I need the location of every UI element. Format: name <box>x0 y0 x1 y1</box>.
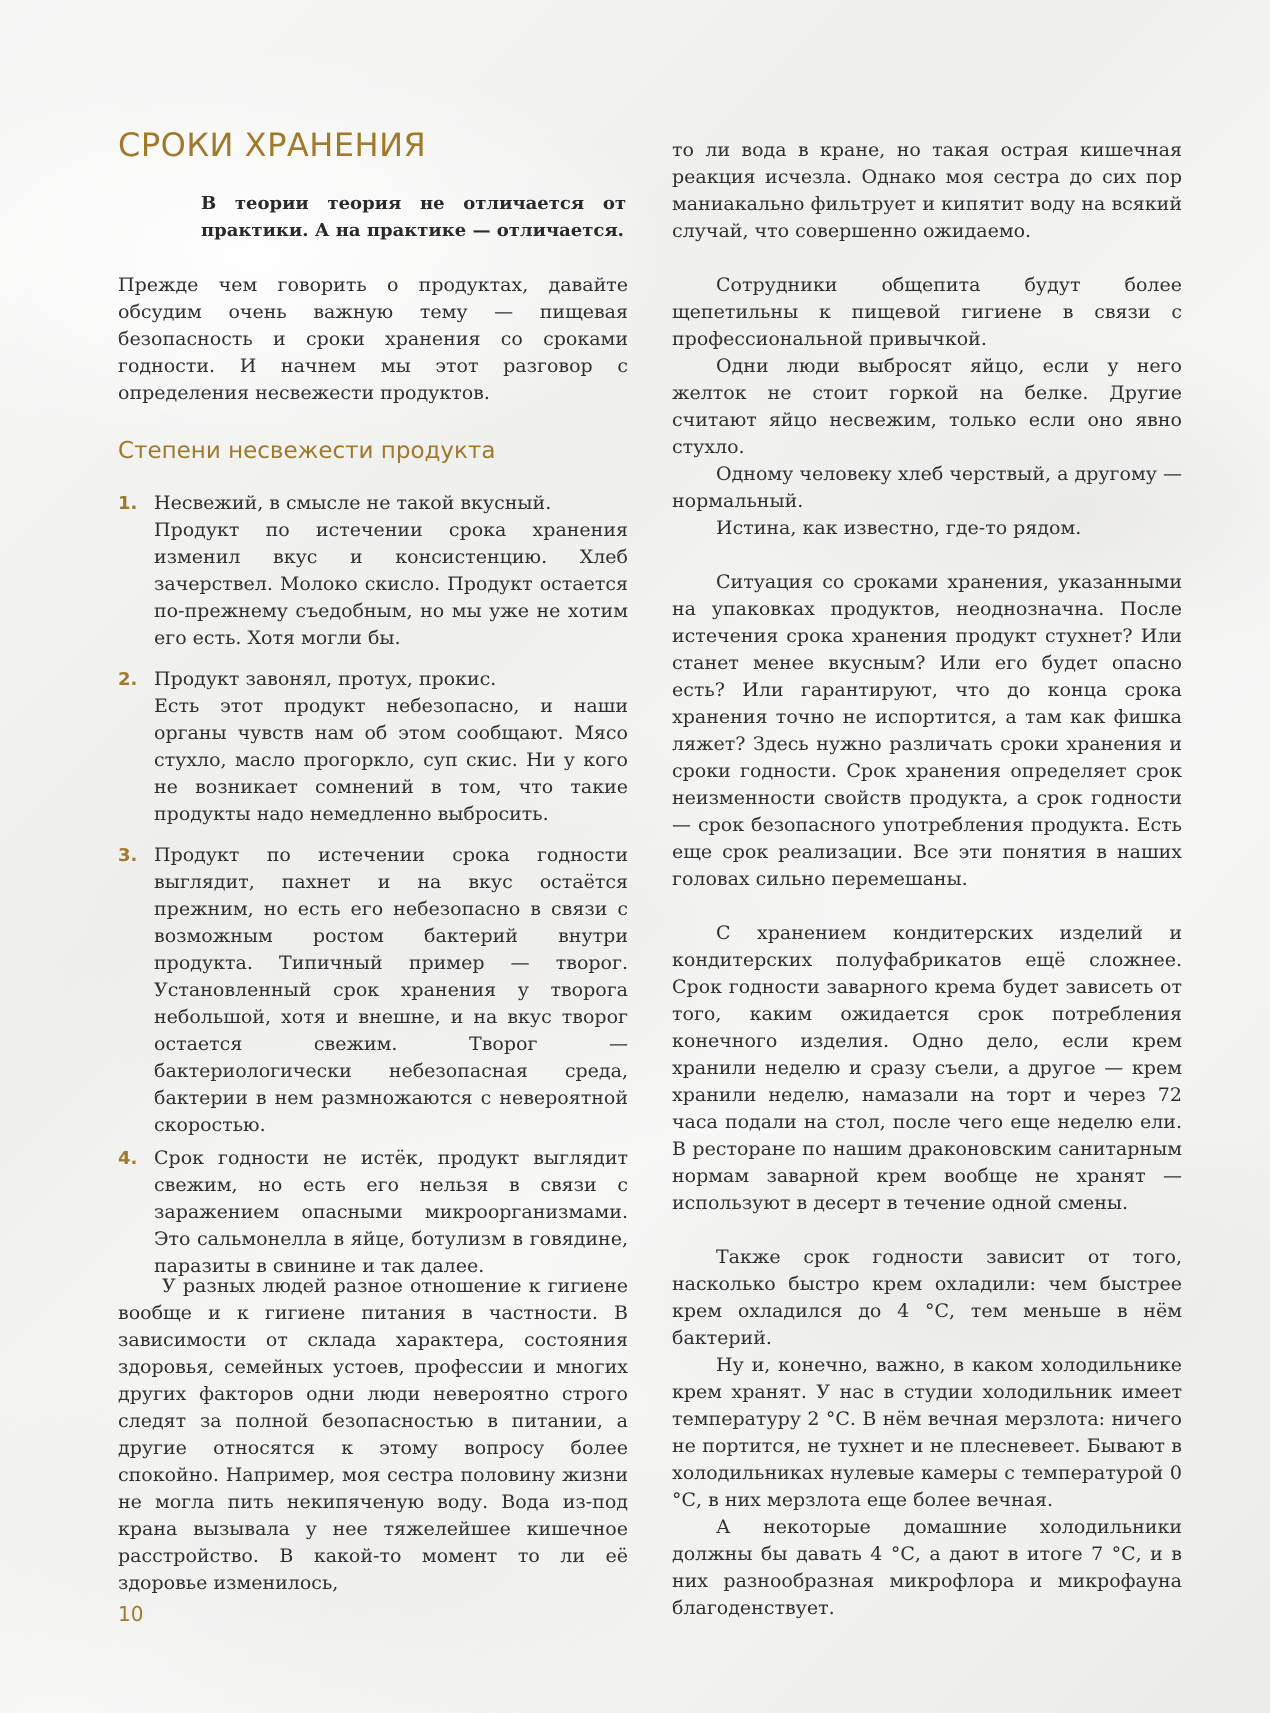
right-paragraph-5: Истина, как известно, где-то рядом. <box>716 517 1082 539</box>
epigraph: В теории теория не отличается от практики. А на практике — отличается. <box>201 193 626 241</box>
intro-paragraph: Прежде чем говорить о продуктах, давайте обсудим очень важную тему — пищевая безопасность и сроки хранения со сроками годности. И начнем мы этот разговор с определения несвежести продуктов. <box>118 274 628 404</box>
right-paragraph-3: Одни люди выбросят яйцо, если у него желток не стоит горкой на белке. Другие считают яйцо несвежим, только если оно явно стухло. <box>672 355 1182 458</box>
list-item-body: Срок годности не истёк, продукт выглядит свежим, но есть его нельзя в связи с заражением опасными микроорганизмами. Это сальмонелла в яйце, ботулизм в говядине, паразиты в свинине и так далее. <box>154 1147 628 1277</box>
right-paragraph-1: то ли вода в кране, но такая острая кишечная реакция исчезла. Однако моя сестра до сих пор маниакально фильтрует и кипятит воду на всякий случай, что совершенно ожидаемо. <box>672 139 1182 242</box>
right-paragraph-6: Ситуация со сроками хранения, указанными на упаковках продуктов, неоднозначна. После истечения срока хранения продукт стухнет? Или станет менее вкусным? Или его будет опасно есть? Или гарантируют, что до конца срока хранения точно не испортится, а там как фишка ляжет? Здесь нужно различать сроки хранения и сроки годности. Срок хранения определяет срок неизменности свойств продукта, а срок годности — срок безопасного употребления продукта. Есть еще срок реализации. Все эти понятия в наших головах сильно перемешаны. <box>672 571 1182 890</box>
list-block <box>118 490 628 1280</box>
page-number: 10 <box>118 1602 144 1626</box>
list-item-lead: Несвежий, в смысле не такой вкусный. <box>154 492 552 514</box>
left-closing-block <box>118 1273 628 1597</box>
list-item <box>118 1145 628 1280</box>
intro-block <box>118 272 628 407</box>
right-paragraph-7: С хранением кондитерских изделий и кондитерских полуфабрикатов ещё сложнее. Срок годности заварного крема будет зависеть от того, каким ожидается срок потребления конечного изделия. Одно дело, если крем хранили неделю и сразу съели, а другое — крем хранили неделю, намазали на торт и через 72 часа подали на стол, после чего еще неделю ели. В ресторане по нашим драконовским санитарным нормам заварной крем вообще не хранят — используют в десерт в течение одной смены. <box>672 922 1182 1214</box>
list-number: 2. <box>118 669 138 690</box>
list-item-body: Есть этот продукт небезопасно, и наши органы чувств нам об этом сообщают. Мясо стухло, масло прогоркло, суп скис. Ни у кого не возникает сомнений в том, что такие продукты надо немедленно выбросить. <box>154 695 628 825</box>
right-paragraph-2: Сотрудники общепита будут более щепетильны к пищевой гигиене в связи с профессиональной привычкой. <box>672 274 1182 350</box>
list-item <box>118 666 628 828</box>
list-item-lead: Продукт завонял, протух, прокис. <box>154 668 497 690</box>
freshness-list <box>118 490 628 1280</box>
section-subheading: Степени несвежести продукта <box>118 438 496 464</box>
right-paragraph-10: А некоторые домашние холодильники должны бы давать 4 °С, а дают в итоге 7 °С, и в них разнообразная микрофлора и микрофауна благоденствует. <box>672 1516 1182 1619</box>
hygiene-paragraph: У разных людей разное отношение к гигиене вообще и к гигиене питания в частности. В зависимости от склада характера, состояния здоровья, семейных устоев, профессии и многих других факторов одни люди невероятно строго следят за полной безопасностью в питании, а другие относятся к этому вопросу более спокойно. Например, моя сестра половину жизни не могла пить некипяченую воду. Вода из-под крана вызывала у нее тяжелейшее кишечное расстройство. В какой-то момент то ли её здоровье изменилось, <box>118 1275 628 1594</box>
list-number: 1. <box>118 493 138 514</box>
list-item <box>118 490 628 652</box>
list-item <box>118 842 628 1139</box>
right-paragraph-4: Одному человеку хлеб черствый, а другому — нормальный. <box>672 463 1182 512</box>
right-paragraph-9: Ну и, конечно, важно, в каком холодильнике крем хранят. У нас в студии холодильник имеет температуру 2 °С. В нём вечная мерзлота: ничего не портится, не тухнет и не плесневеет. Бывают в холодильниках нулевые камеры с температурой 0 °С, в них мерзлота еще более вечная. <box>672 1354 1182 1511</box>
right-column <box>672 137 1182 1622</box>
list-item-body: Продукт по истечении срока хранения изменил вкус и консистенцию. Хлеб зачерствел. Молоко скисло. Продукт остается по-прежнему съедобным, но мы уже не хотим его есть. Хотя могли бы. <box>154 519 628 649</box>
list-item-body: Продукт по истечении срока годности выглядит, пахнет и на вкус остаётся прежним, но есть его небезопасно в связи с возможным ростом бактерий внутри продукта. Типичный пример — творог. Установленный срок хранения у творога небольшой, хотя и внешне, и на вкус творог остается свежим. Творог — бактериологически небезопасная среда, бактерии в нем размножаются с невероятной скоростью. <box>154 844 628 1136</box>
right-paragraph-8: Также срок годности зависит от того, насколько быстро крем охладили: чем быстрее крем охладился до 4 °С, тем меньше в нём бактерий. <box>672 1246 1182 1349</box>
page-title: СРОКИ ХРАНЕНИЯ <box>118 126 427 164</box>
list-number: 3. <box>118 845 138 866</box>
list-number: 4. <box>118 1148 138 1169</box>
